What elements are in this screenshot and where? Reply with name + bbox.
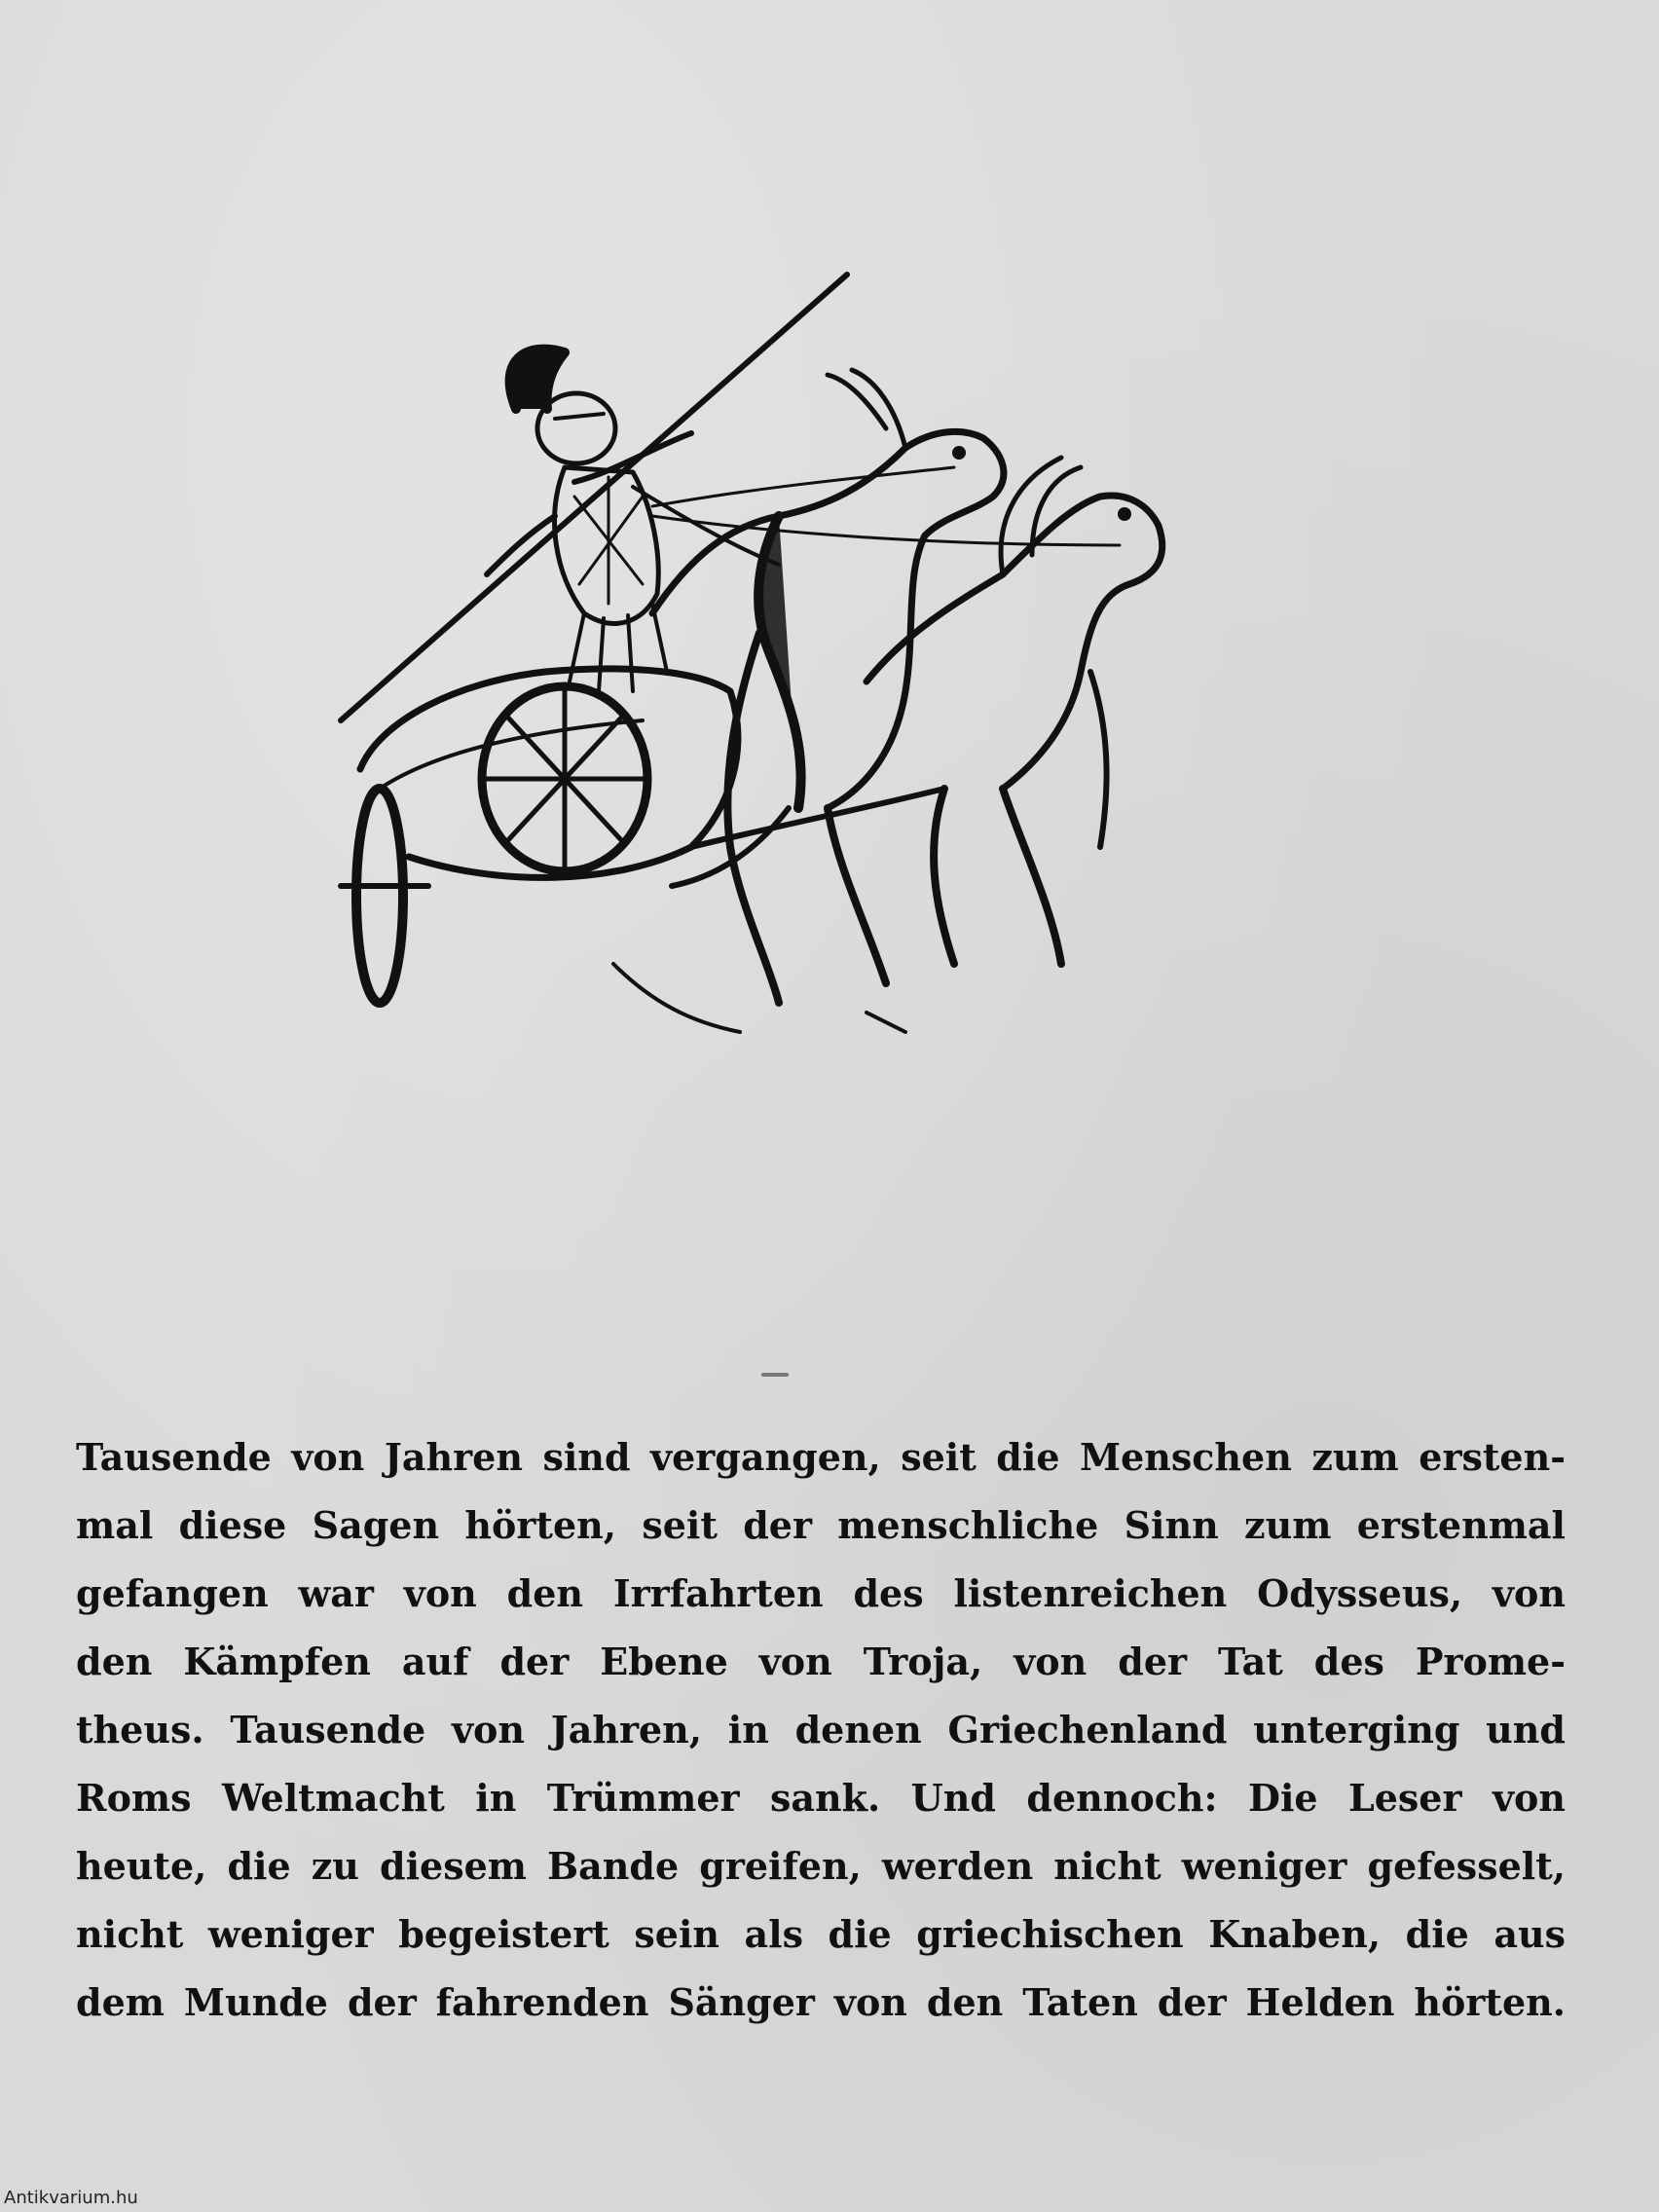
blurb-line: Tausende von Jahren sind vergangen, seit die Menschen zum ersten- <box>76 1435 1566 1479</box>
blurb-line: theus. Tausende von Jahren, in denen Griechenland unterging und <box>76 1708 1566 1751</box>
blurb-line: heute, die zu diesem Bande greifen, werden nicht weniger gefesselt, <box>76 1844 1566 1888</box>
blurb-line: dem Munde der fahrenden Sänger von den Taten der Helden hörten. <box>76 1980 1566 2024</box>
blurb-line: gefangen war von den Irrfahrten des listenreichen Odysseus, von <box>76 1571 1566 1615</box>
chariot-warrior-illustration <box>321 263 1314 1100</box>
blurb-paragraph <box>76 1423 1566 2037</box>
page-speck <box>761 1373 789 1377</box>
blurb-line: nicht weniger begeistert sein als die griechischen Knaben, die aus <box>76 1912 1566 1956</box>
blurb-line: den Kämpfen auf der Ebene von Troja, von der Tat des Prome- <box>76 1640 1566 1683</box>
blurb-line: mal diese Sagen hörten, seit der menschliche Sinn zum erstenmal <box>76 1503 1566 1547</box>
watermark-text: Antikvarium.hu <box>4 2188 138 2208</box>
chariot-warrior-icon <box>321 263 1314 1100</box>
blurb-line: Roms Weltmacht in Trümmer sank. Und dennoch: Die Leser von <box>76 1776 1566 1820</box>
